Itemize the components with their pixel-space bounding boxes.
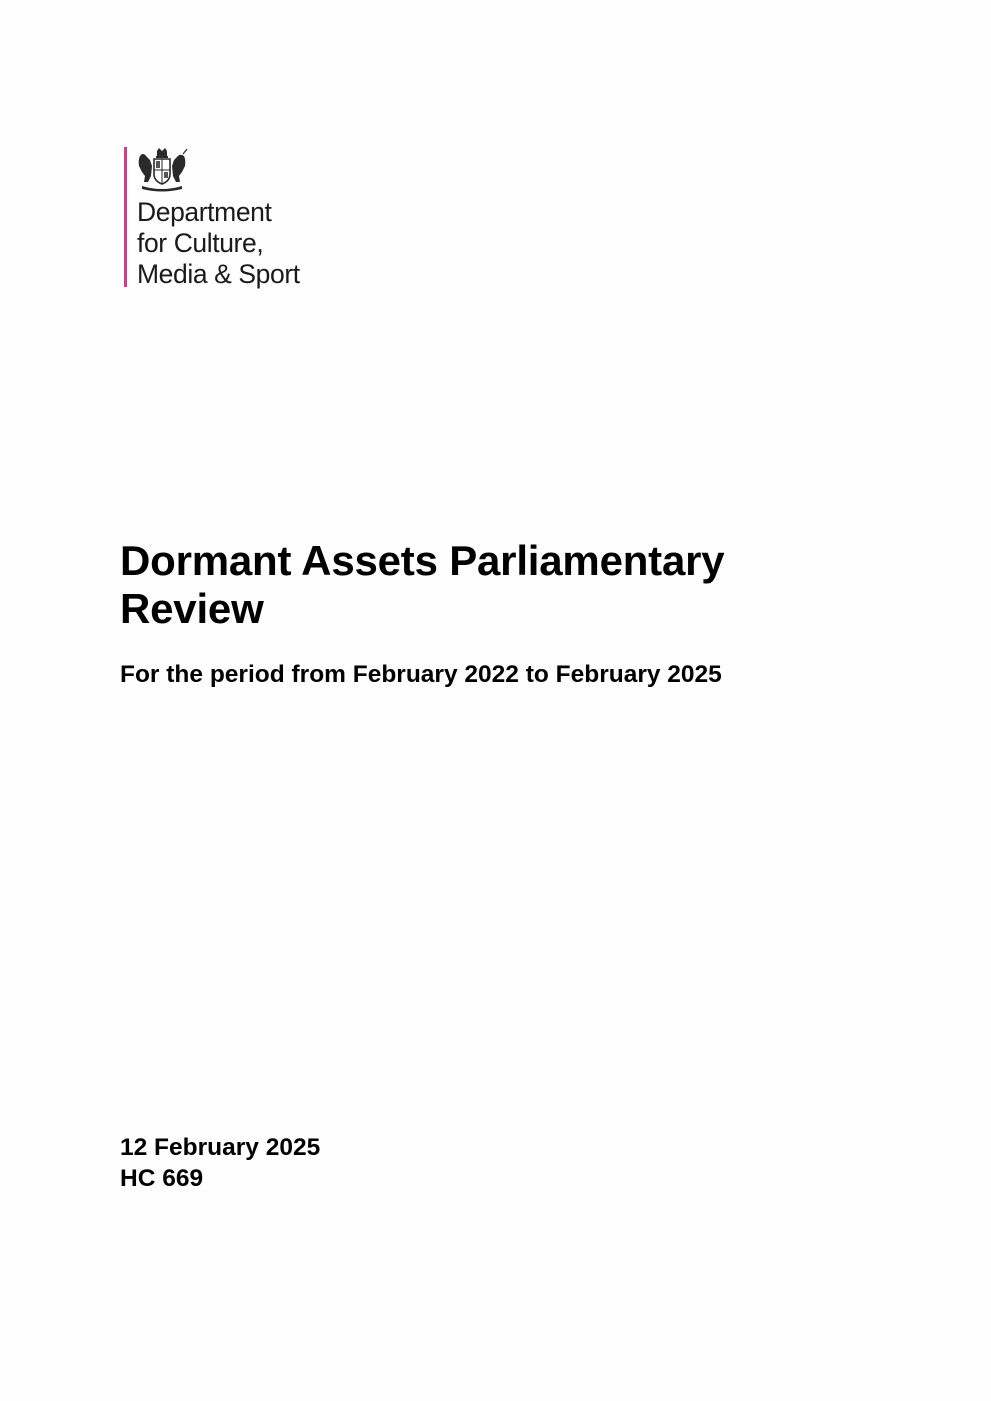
department-name-line-2: for Culture,: [137, 228, 264, 258]
department-logo: [124, 147, 334, 287]
document-title-line-2: Review: [120, 585, 264, 632]
house-of-commons-paper-number: HC 669: [120, 1165, 204, 1192]
document-title-line-1: Dormant Assets Parliamentary: [120, 537, 725, 584]
royal-coat-of-arms-icon: [136, 148, 188, 192]
document-title: [120, 537, 880, 633]
publication-details: [120, 1132, 320, 1194]
department-name: [137, 197, 300, 290]
department-name-line-1: Department: [137, 197, 272, 227]
department-name-line-3: Media & Sport: [137, 259, 300, 289]
logo-accent-bar: [124, 147, 127, 287]
publication-date: 12 February 2025: [120, 1134, 321, 1161]
document-subtitle: For the period from February 2022 to February 2025: [120, 661, 722, 688]
